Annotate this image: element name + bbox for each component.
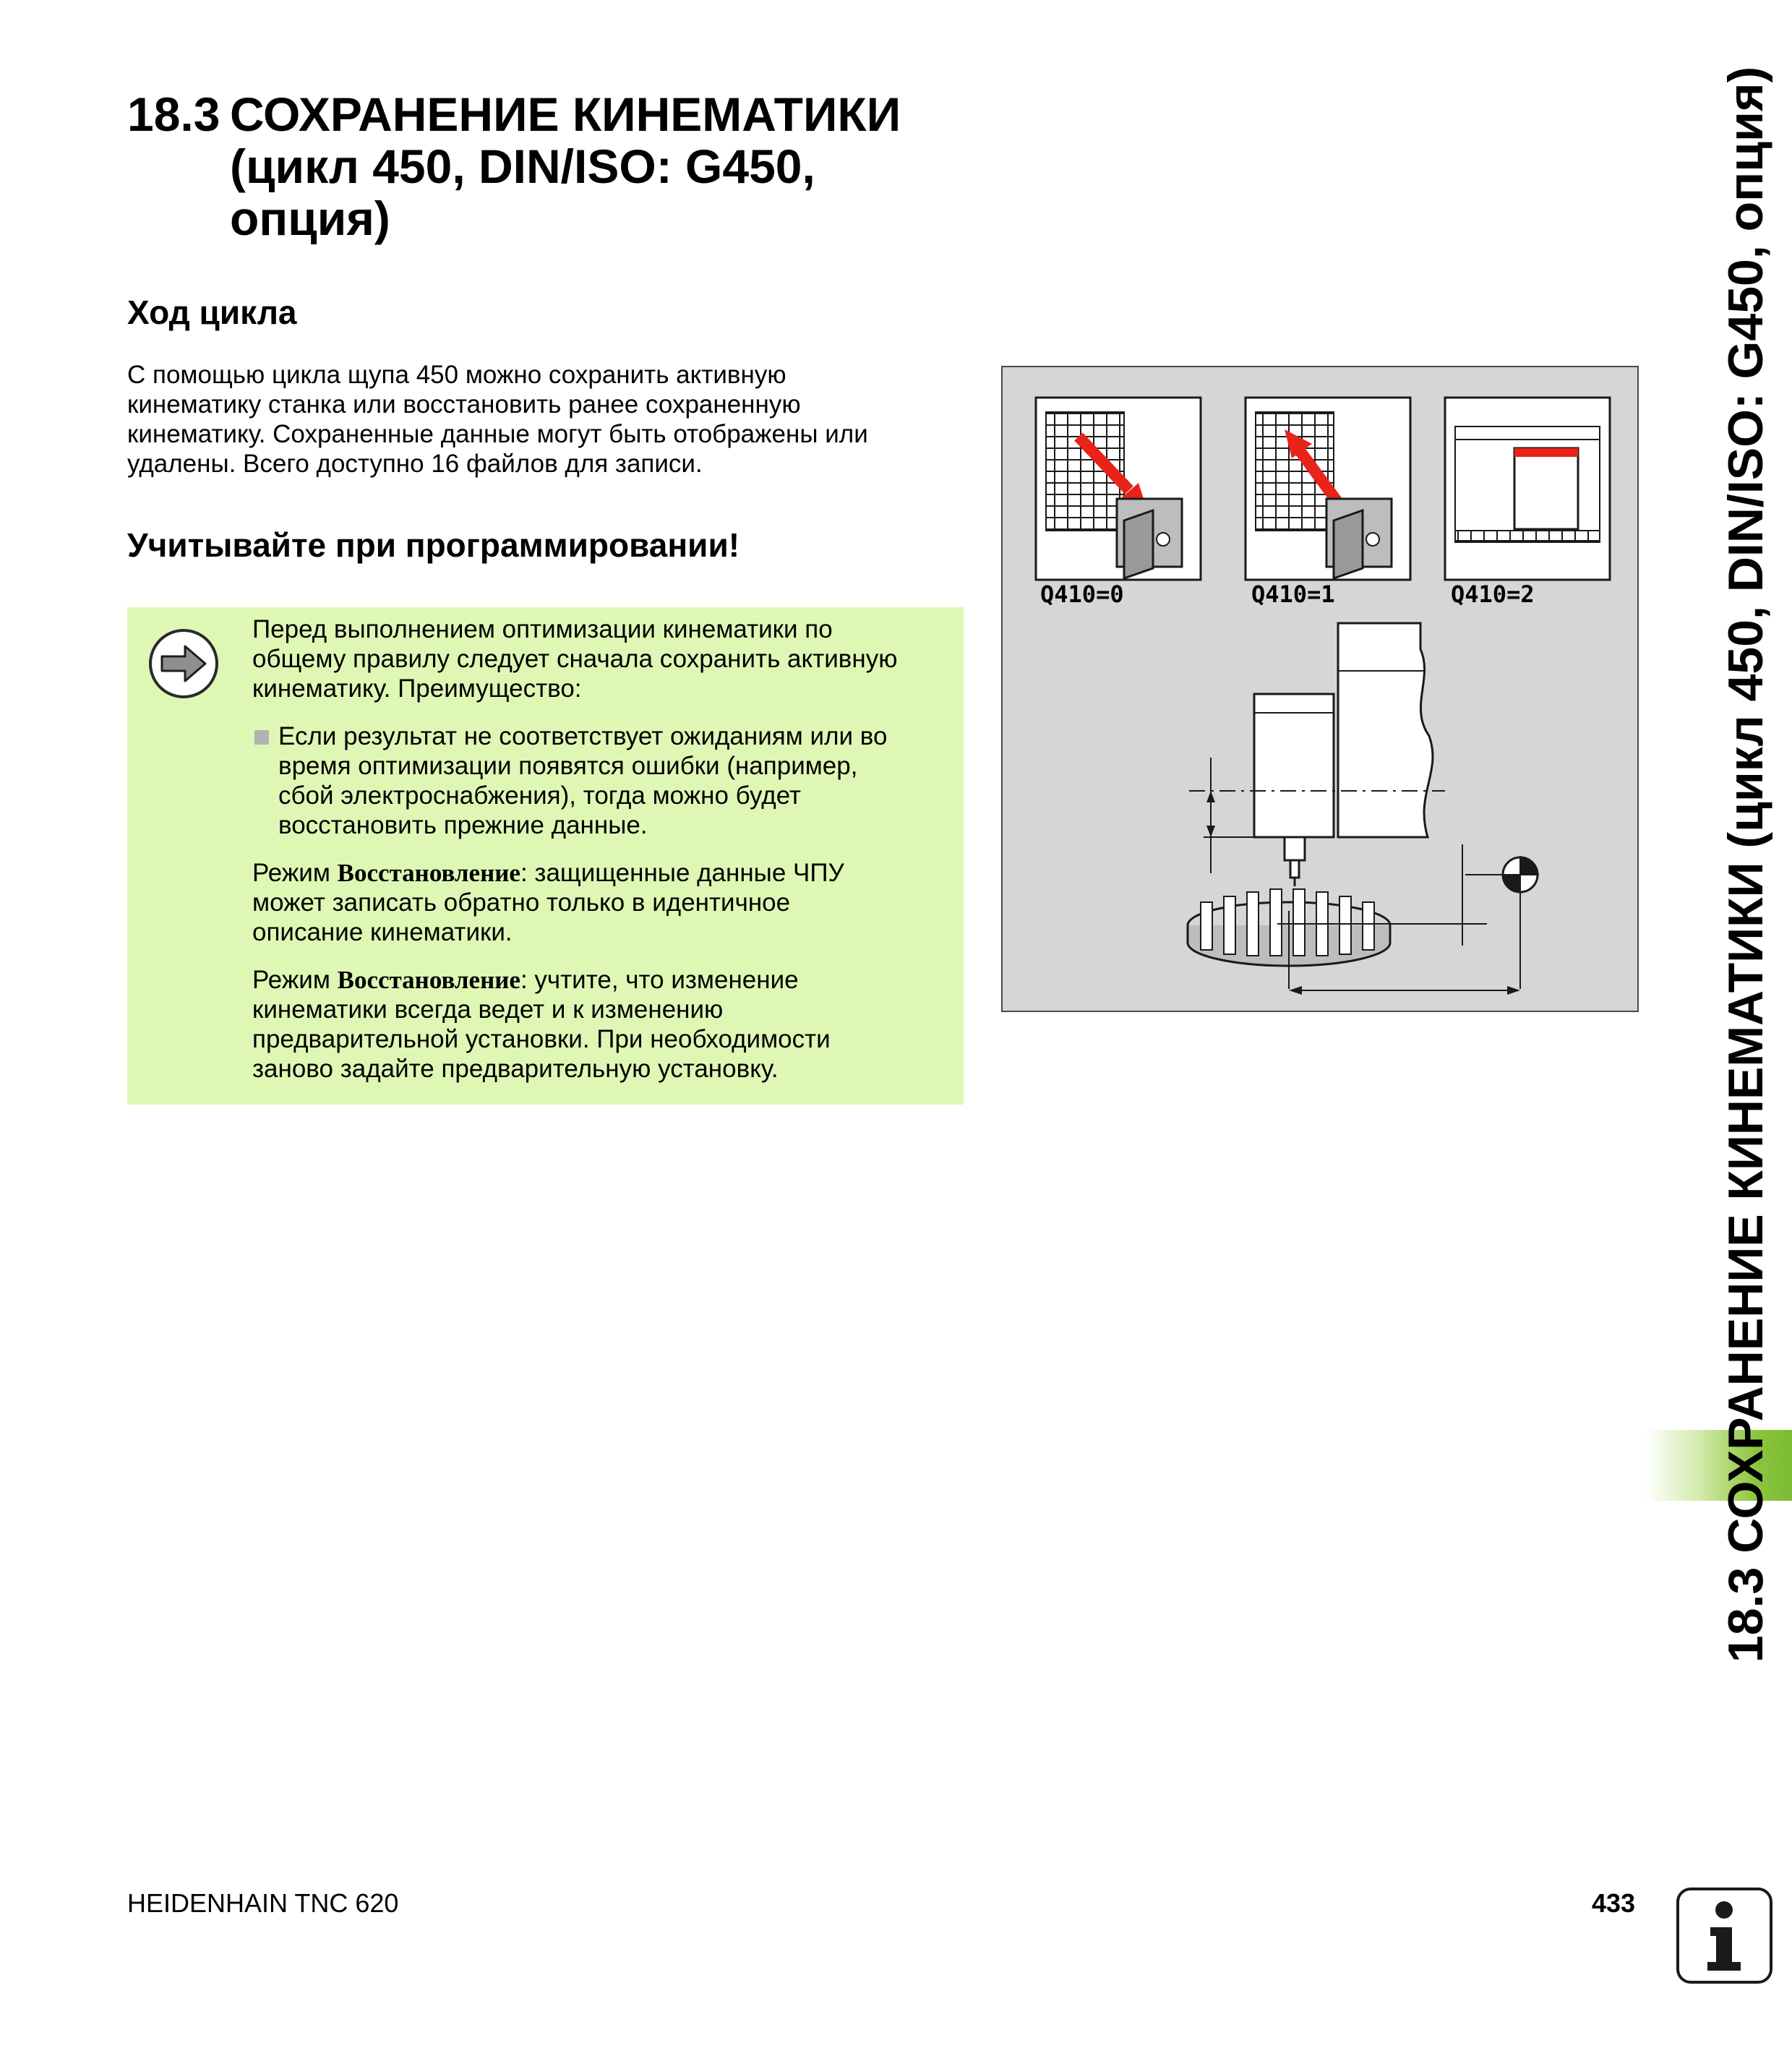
footer-product: HEIDENHAIN TNC 620 bbox=[127, 1888, 399, 1918]
side-chapter-title: 18.3 СОХРАНЕНИЕ КИНЕМАТИКИ (цикл 450, DIN/ISO: G450, опция) bbox=[1718, 66, 1773, 1663]
note-mode-restore-2: Режим Восстановление: учтите, что изменение кинематики всегда ведет и к изменению предварительной установки. При необходимости заново задайте предварительную установку. bbox=[252, 966, 831, 1083]
illustration-drawing bbox=[1003, 367, 1640, 1014]
info-icon[interactable] bbox=[1676, 1887, 1773, 1984]
label-q410-1: Q410=1 bbox=[1251, 580, 1335, 608]
mode-keyword: Восстановление bbox=[337, 966, 520, 994]
body-line-3: кинематику. Сохраненные данные могут быть отображены или bbox=[127, 420, 868, 448]
machine-drawing bbox=[1188, 623, 1539, 995]
label-q410-0: Q410=0 bbox=[1040, 580, 1124, 608]
note-bullet: Если результат не соответствует ожиданиям или во время оптимизации появятся ошибки (например, сбой электроснабжения), тогда можно будет восстановить прежние данные. bbox=[252, 721, 946, 840]
panel-display bbox=[1445, 398, 1610, 580]
note-mode-restore-1: Режим Восстановление: защищенные данные ЧПУ может записать обратно только в идентичное описание кинематики. bbox=[252, 859, 844, 946]
section-title-cycle-run: Ход цикла bbox=[127, 294, 297, 331]
heading-line-3: опция) bbox=[230, 192, 390, 245]
body-line-1: С помощью цикла щупа 450 можно сохранить активную bbox=[127, 361, 786, 389]
body-line-4: удалены. Всего доступно 16 файлов для записи. bbox=[127, 450, 703, 478]
heading-line-2: (цикл 450, DIN/ISO: G450, bbox=[230, 140, 815, 193]
section-title-programming-notes: Учитывайте при программировании! bbox=[127, 526, 740, 564]
panel-save bbox=[1036, 398, 1201, 580]
heading-number: 18.3 bbox=[127, 87, 220, 141]
body-line-2: кинематику станка или восстановить ранее сохраненную bbox=[127, 390, 801, 419]
arrow-right-icon bbox=[146, 626, 221, 701]
section-body-text bbox=[127, 360, 966, 479]
panel-restore bbox=[1246, 398, 1410, 580]
bullet-square-icon bbox=[254, 730, 269, 745]
note-intro: Перед выполнением оптимизации кинематики по общему правилу следует сначала сохранить активную кинематику. Преимущество: bbox=[252, 615, 898, 703]
mode-keyword: Восстановление bbox=[337, 859, 520, 887]
page-number: 433 bbox=[1592, 1888, 1636, 1918]
cycle-450-illustration bbox=[1001, 366, 1639, 1012]
label-q410-2: Q410=2 bbox=[1451, 580, 1535, 608]
note-box bbox=[127, 607, 964, 1105]
heading-line-1: СОХРАНЕНИЕ КИНЕМАТИКИ bbox=[230, 87, 901, 141]
